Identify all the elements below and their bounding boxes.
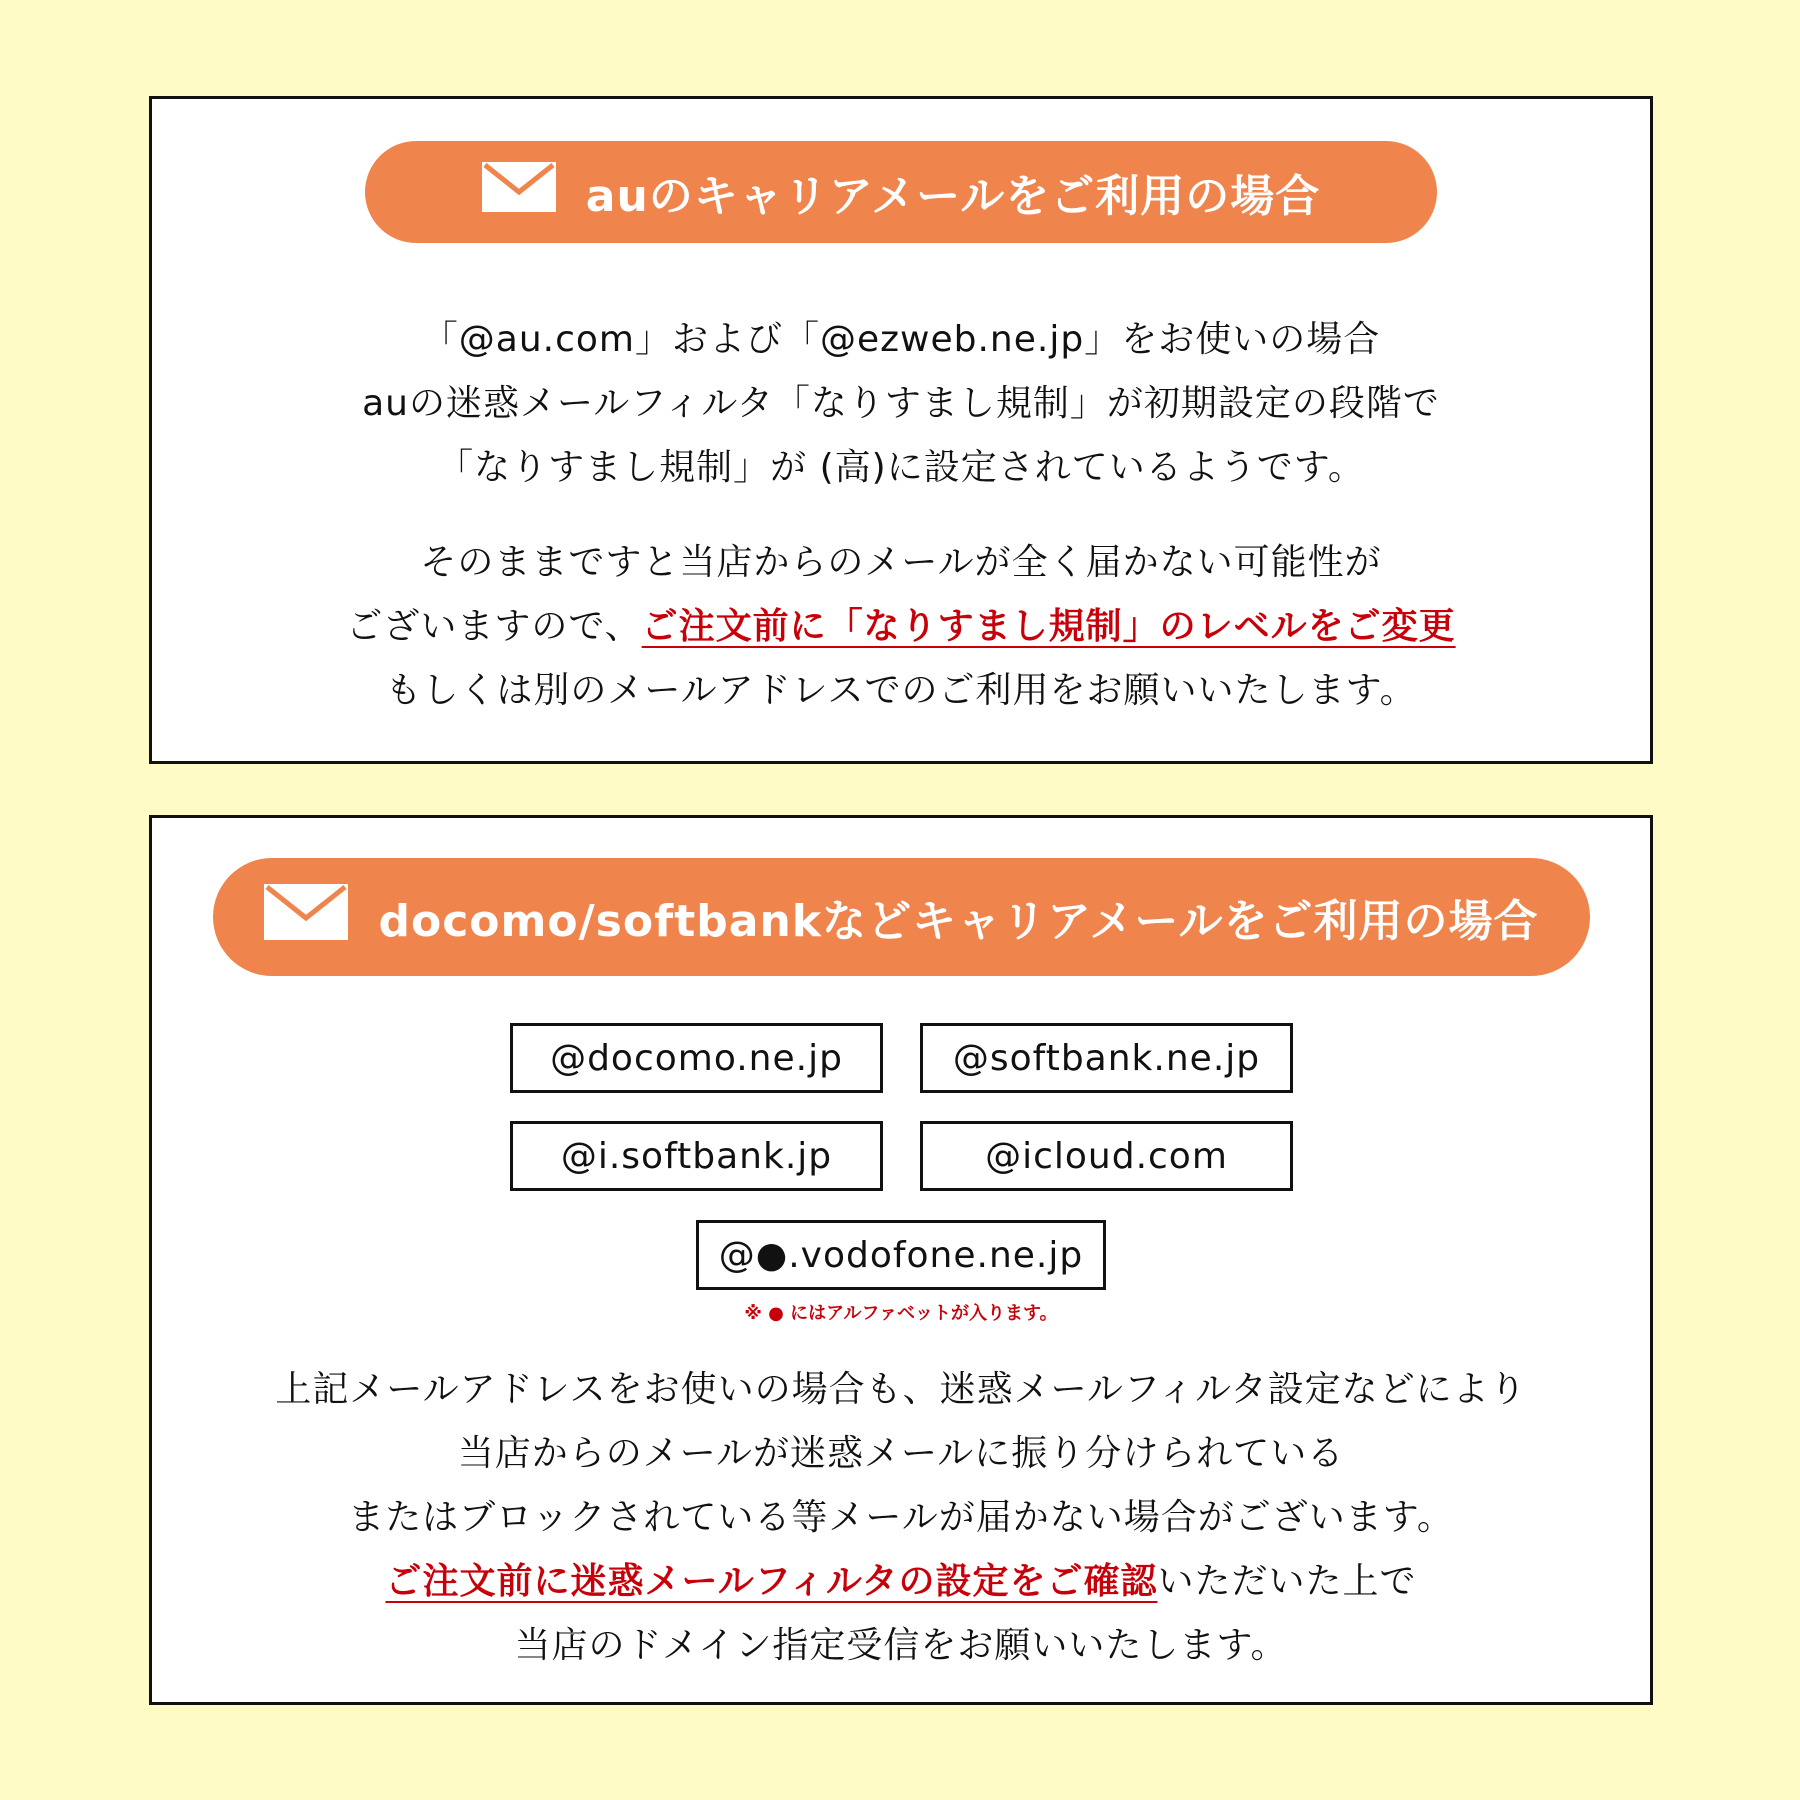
envelope-icon	[482, 162, 556, 223]
au-carrier-panel	[149, 96, 1653, 764]
docomo-section-header	[213, 858, 1590, 976]
docomo-section-title: docomo/softbankなどキャリアメールをご利用の場合	[378, 896, 1539, 947]
au-text-line: auの迷惑メールフィルタ「なりすまし規制」が初期設定の段階で	[362, 383, 1440, 424]
au-plain-text: ございますので、	[346, 606, 642, 647]
au-emphasis-text: ご注文前に「なりすまし規制」のレベルをご変更	[641, 606, 1456, 647]
domain-box-docomo: @docomo.ne.jp	[510, 1023, 883, 1093]
docomo-text-line-emphasis	[152, 1550, 1650, 1614]
au-section-title: auのキャリアメールをご利用の場合	[585, 171, 1321, 222]
au-text-line: 「なりすまし規制」が (高)に設定されているようです。	[437, 447, 1365, 488]
docomo-emphasis-text: ご注文前に迷惑メールフィルタの設定をご確認	[385, 1561, 1158, 1602]
au-section-header	[365, 141, 1437, 243]
domain-box-softbank: @softbank.ne.jp	[920, 1023, 1293, 1093]
docomo-text-line: 当店のドメイン指定受信をお願いいたします。	[514, 1625, 1288, 1666]
domain-note: ※ ● にはアルファベットが入ります。	[744, 1303, 1058, 1324]
au-text-line-emphasis	[152, 595, 1650, 659]
docomo-text-line: 上記メールアドレスをお使いの場合も、迷惑メールフィルタ設定などにより	[275, 1369, 1527, 1410]
au-text-line: そのままですと当店からのメールが全く届かない可能性が	[420, 542, 1382, 583]
docomo-text-line: またはブロックされている等メールが届かない場合がございます。	[348, 1497, 1454, 1538]
au-paragraph-1	[152, 308, 1650, 500]
docomo-softbank-carrier-panel	[149, 815, 1653, 1705]
au-paragraph-2	[152, 531, 1650, 723]
domain-box-icloud: @icloud.com	[920, 1121, 1293, 1191]
au-text-line: 「@au.com」および「@ezweb.ne.jp」をお使いの場合	[421, 319, 1381, 360]
envelope-icon	[264, 884, 348, 951]
docomo-paragraph	[152, 1358, 1650, 1678]
domain-box-i-softbank: @i.softbank.jp	[510, 1121, 883, 1191]
domain-box-vodafone: @●.vodofone.ne.jp	[696, 1220, 1106, 1290]
au-text-line: もしくは別のメールアドレスでのご利用をお願いいたします。	[385, 670, 1417, 711]
docomo-text-line: 当店からのメールが迷惑メールに振り分けられている	[457, 1433, 1345, 1474]
docomo-plain-text: いただいた上で	[1157, 1561, 1417, 1602]
